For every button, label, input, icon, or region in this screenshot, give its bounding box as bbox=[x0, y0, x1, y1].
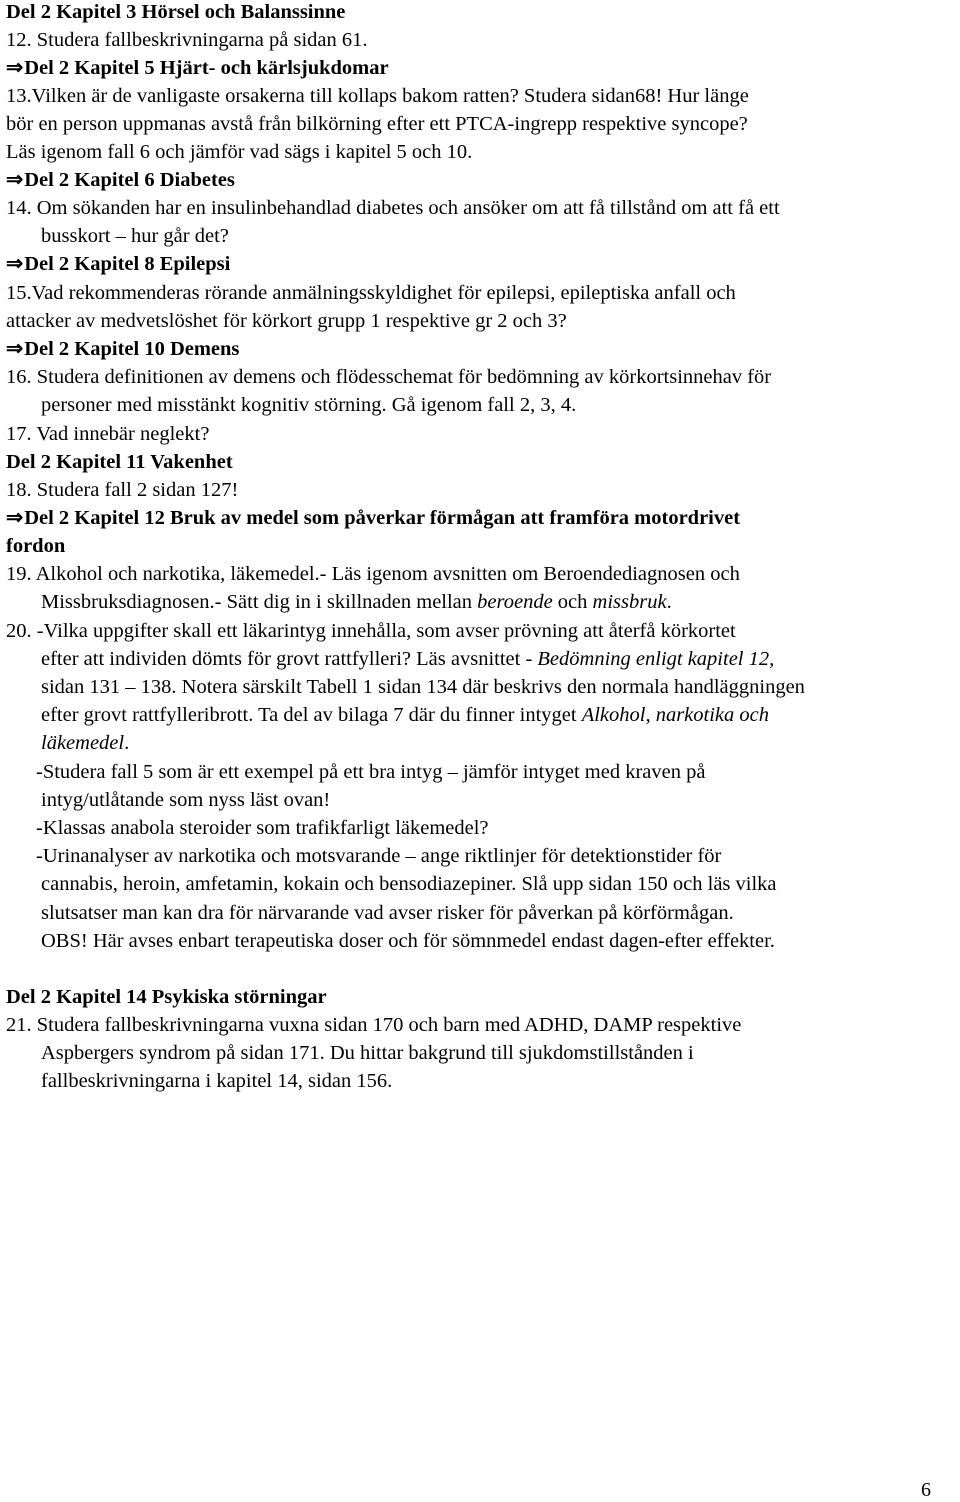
question-16-line-2: personer med misstänkt kognitiv störning. Gå igenom fall 2, 3, 4. bbox=[41, 394, 577, 416]
heading-kapitel-8: ⇒Del 2 Kapitel 8 Epilepsi bbox=[6, 253, 231, 275]
question-21-line-1: 21. Studera fallbeskrivningarna vuxna sidan 170 och barn med ADHD, DAMP respektive bbox=[6, 1014, 742, 1036]
heading-kapitel-12-line-2: fordon bbox=[6, 535, 66, 557]
arrow-icon: ⇒ bbox=[6, 169, 24, 191]
question-20-line-4: efter grovt rattfylleribrott. Ta del av bilaga 7 där du finner intyget Alkohol, narkotika och bbox=[41, 704, 769, 726]
question-20-line-8: -Klassas anabola steroider som trafikfarligt läkemedel? bbox=[36, 817, 489, 839]
question-20-line-12: OBS! Här avses enbart terapeutiska doser och för sömnmedel endast dagen-efter effekter. bbox=[41, 930, 775, 952]
question-20-line-6: -Studera fall 5 som är ett exempel på ett bra intyg – jämför intyget med kraven på bbox=[36, 761, 706, 783]
heading-kapitel-3: Del 2 Kapitel 3 Hörsel och Balanssinne bbox=[6, 1, 346, 23]
question-15-line-2: attacker av medvetslöshet för körkort grupp 1 respektive gr 2 och 3? bbox=[6, 310, 567, 332]
question-14-line-1: 14. Om sökanden har en insulinbehandlad diabetes och ansöker om att få tillstånd om att få ett bbox=[6, 197, 780, 219]
heading-kapitel-14: Del 2 Kapitel 14 Psykiska störningar bbox=[6, 986, 327, 1008]
heading-kapitel-6: ⇒Del 2 Kapitel 6 Diabetes bbox=[6, 169, 235, 191]
heading-kapitel-5: ⇒Del 2 Kapitel 5 Hjärt- och kärlsjukdomar bbox=[6, 57, 389, 79]
question-12: 12. Studera fallbeskrivningarna på sidan 61. bbox=[6, 29, 368, 51]
question-13-line-3: Läs igenom fall 6 och jämför vad sägs i kapitel 5 och 10. bbox=[6, 141, 473, 163]
question-19-line-1: 19. Alkohol och narkotika, läkemedel.- Läs igenom avsnitten om Beroendediagnosen och bbox=[6, 563, 740, 585]
arrow-icon: ⇒ bbox=[6, 57, 24, 79]
arrow-icon: ⇒ bbox=[6, 338, 24, 360]
question-20-line-1: 20. -Vilka uppgifter skall ett läkarintyg innehålla, som avser prövning att återfå körkortet bbox=[6, 620, 736, 642]
question-20-line-11: slutsatser man kan dra för närvarande vad avser risker för påverkan på körförmågan. bbox=[41, 902, 734, 924]
question-14-line-2: busskort – hur går det? bbox=[41, 225, 229, 247]
arrow-icon: ⇒ bbox=[6, 507, 24, 529]
question-17: 17. Vad innebär neglekt? bbox=[6, 423, 210, 445]
question-21-line-2: Aspbergers syndrom på sidan 171. Du hittar bakgrund till sjukdomstillstånden i bbox=[41, 1042, 694, 1064]
question-13-line-2: bör en person uppmanas avstå från bilkörning efter ett PTCA-ingrepp respektive syncope? bbox=[6, 113, 748, 135]
heading-kapitel-10: ⇒Del 2 Kapitel 10 Demens bbox=[6, 338, 240, 360]
question-15-line-1: 15.Vad rekommenderas rörande anmälningsskyldighet för epilepsi, epileptiska anfall och bbox=[6, 282, 736, 304]
question-20-line-2: efter att individen dömts för grovt rattfylleri? Läs avsnittet - Bedömning enligt kapitel 12, bbox=[41, 648, 775, 670]
question-19-line-2: Missbruksdiagnosen.- Sätt dig in i skillnaden mellan beroende och missbruk. bbox=[41, 591, 672, 613]
question-16-line-1: 16. Studera definitionen av demens och flödesschemat för bedömning av körkortsinnehav för bbox=[6, 366, 772, 388]
question-20-line-9: -Urinanalyser av narkotika och motsvarande – ange riktlinjer för detektionstider för bbox=[36, 845, 722, 867]
arrow-icon: ⇒ bbox=[6, 253, 24, 275]
question-20-line-5: läkemedel. bbox=[41, 732, 130, 754]
question-18: 18. Studera fall 2 sidan 127! bbox=[6, 479, 239, 501]
question-20-line-10: cannabis, heroin, amfetamin, kokain och bensodiazepiner. Slå upp sidan 150 och läs vilka bbox=[41, 873, 777, 895]
question-20-line-3: sidan 131 – 138. Notera särskilt Tabell 1 sidan 134 där beskrivs den normala handläggningen bbox=[41, 676, 805, 698]
page-number: 6 bbox=[921, 1479, 931, 1501]
question-20-line-7: intyg/utlåtande som nyss läst ovan! bbox=[41, 789, 331, 811]
heading-kapitel-11: Del 2 Kapitel 11 Vakenhet bbox=[6, 451, 233, 473]
question-13-line-1: 13.Vilken är de vanligaste orsakerna till kollaps bakom ratten? Studera sidan68! Hur länge bbox=[6, 85, 749, 107]
question-21-line-3: fallbeskrivningarna i kapitel 14, sidan 156. bbox=[41, 1070, 393, 1092]
heading-kapitel-12-line-1: ⇒Del 2 Kapitel 12 Bruk av medel som påverkar förmågan att framföra motordrivet bbox=[6, 507, 741, 529]
